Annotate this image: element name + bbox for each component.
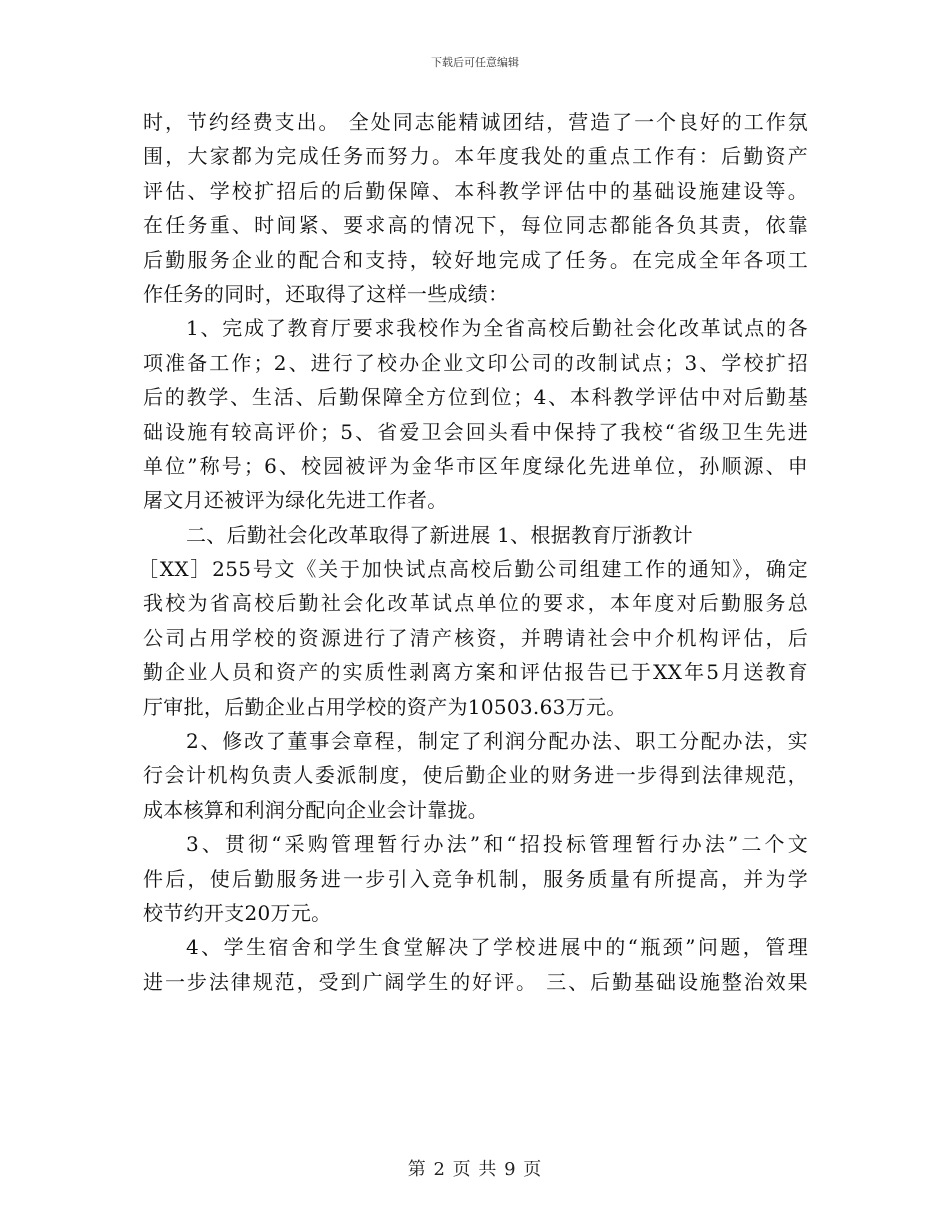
text-line: 项准备工作；2、进行了校办企业文印公司的改制试点；3、学校扩招 [143,350,808,375]
text-line: 围，大家都为完成任务而努力。本年度我处的重点工作有：后勤资产 [143,144,808,169]
text-line: 行会计机构负责人委派制度，使后勤企业的财务进一步得到法律规范， [143,763,808,788]
text-line: 单位”称号；6、校园被评为金华市区年度绿化先进单位，孙顺源、申 [143,453,808,478]
text-line: 进一步法律规范，受到广阔学生的好评。 三、后勤基础设施整治效果 [143,969,808,994]
text-line: 作任务的同时，还取得了这样一些成绩： [143,281,509,306]
text-line: 勤企业人员和资产的实质性剥离方案和评估报告已于XX年5月送教育 [143,660,808,685]
text-line: 1、完成了教育厅要求我校作为全省高校后勤社会化改革试点的各 [186,316,808,341]
text-line: 二、后勤社会化改革取得了新进展 1、根据教育厅浙教计 [186,522,693,547]
document-body [138,105,808,999]
text-line: 厅审批，后勤企业占用学校的资产为10503.63万元。 [143,694,627,719]
text-line: 后勤服务企业的配合和支持，较好地完成了任务。在完成全年各项工 [143,247,808,272]
text-line: 后的教学、生活、后勤保障全方位到位；4、本科教学评估中对后勤基 [143,385,808,410]
text-line: 础设施有较高评价；5、省爱卫会回头看中保持了我校“省级卫生先进 [143,419,808,444]
text-line: 件后，使后勤服务进一步引入竞争机制，服务质量有所提高，并为学 [143,866,808,891]
text-line: 成本核算和利润分配向企业会计靠拢。 [143,797,489,822]
text-line: 2、修改了董事会章程，制定了利润分配办法、职工分配办法，实 [186,729,808,754]
text-line: 评估、学校扩招后的后勤保障、本科教学评估中的基础设施建设等。 [143,178,808,203]
text-line: 我校为省高校后勤社会化改革试点单位的要求，本年度对后勤服务总 [143,591,808,616]
text-line: 3、贯彻“采购管理暂行办法”和“招投标管理暂行办法”二个文 [186,832,808,857]
text-line: ［XX］255号文《关于加快试点高校后勤公司组建工作的通知》，确定 [138,557,808,582]
text-line: 时，节约经费支出。 全处同志能精诚团结，营造了一个良好的工作氛 [143,110,808,134]
page-footer: 第 2 页 共 9 页 [407,1159,543,1180]
text-line: 校节约开支20万元。 [143,900,332,925]
text-line: 4、学生宿舍和学生食堂解决了学校进展中的“瓶颈”问题，管理 [186,935,808,960]
text-line: 公司占用学校的资源进行了清产核资，并聘请社会中介机构评估，后 [143,625,808,650]
text-line: 屠文月还被评为绿化先进工作者。 [143,488,448,513]
page-header: 下载后可任意编辑 [431,56,519,69]
text-line: 在任务重、时间紧、要求高的情况下，每位同志都能各负其责，依靠 [143,213,808,238]
